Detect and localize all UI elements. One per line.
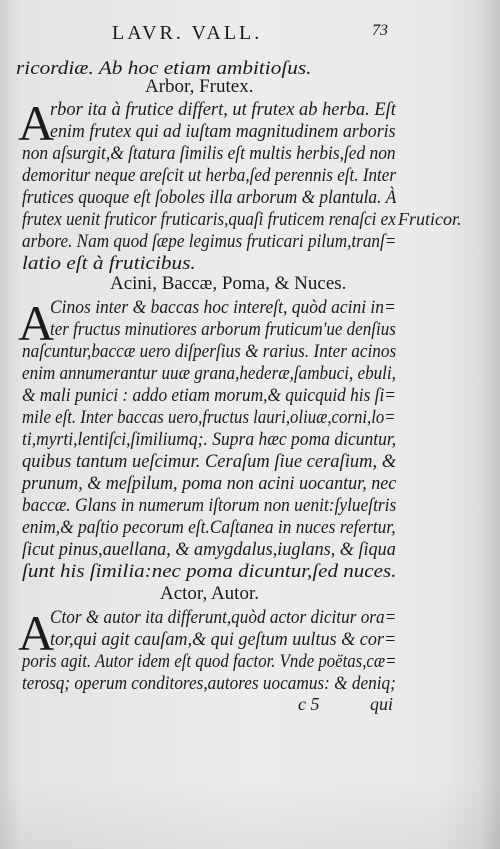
signature-mark: c 5	[298, 694, 320, 714]
text-line: Cinos inter & baccas hoc intereſt, quòd acini in=	[50, 298, 396, 318]
text-line: baccæ. Glans in numerum iſtorum non uenit:ſylueſtris	[22, 496, 397, 516]
text-line: ti,myrti,lentiſci,ſimiliumq;. Supra hæc poma dicuntur,	[22, 430, 397, 450]
text-line: terosq; operum conditores,autores uocamus: & deniq;	[22, 674, 396, 694]
intro-line: ricordiæ. Ab hoc etiam ambitioſus.	[16, 59, 312, 79]
text-line: demoritur neque areſcit ut herba,ſed perennis eſt. Inter	[22, 166, 397, 186]
section-heading: Actor, Autor.	[160, 583, 259, 604]
text-line: & mali punici : addo etiam morum,& quicquid his ſi=	[22, 386, 396, 406]
drop-cap: A	[18, 295, 55, 351]
text-line: ſunt his ſimilia:nec poma dicuntur,ſed nuces.	[22, 562, 397, 582]
text-line: poris agit. Autor idem eſt quod factor. Vnde poëtas,cæ=	[22, 652, 397, 672]
text-line: arbore. Nam quod ſæpe legimus fruticari pilum,tranſ=	[22, 232, 397, 252]
text-line: enim,& paſtio pecorum eſt.Caſtanea in nuces refertur,	[22, 518, 396, 538]
text-line: ter fructus minutiores arborum fruticum'ue denſius	[50, 320, 396, 340]
text-line: rbor ita à frutice differt, ut frutex ab herba. Eſt	[50, 100, 396, 120]
page-number: 73	[372, 22, 388, 39]
text-line: mile eſt. Inter baccas uero,fructus lauri,oliuæ,corni,lo=	[22, 408, 396, 428]
margin-note: Fruticor.	[398, 209, 462, 229]
text-line: prunum, & meſpilum, poma non acini uocantur, nec	[22, 474, 397, 494]
text-line: non aſsurgit,& ſtatura ſimilis eſt multis herbis,ſed non	[22, 144, 396, 164]
text-line: enim annumerantur uuæ grana,hederæ,ſambuci, ebuli,	[22, 364, 396, 384]
drop-cap: A	[18, 95, 55, 151]
text-line: naſcuntur,baccæ uero diſperſius & rarius. Inter acinos	[22, 342, 397, 362]
text-line: latio eſt à fruticibus.	[22, 254, 196, 274]
page-shadow	[0, 780, 500, 849]
running-title: LAVR. VALL.	[112, 22, 263, 44]
section-heading: Acini, Baccæ, Poma, & Nuces.	[110, 273, 347, 294]
catchword: qui	[370, 694, 394, 714]
text-line: ſicut pinus,auellana, & amygdalus,iuglans, & ſiqua	[22, 540, 396, 560]
section-heading: Arbor, Frutex.	[145, 76, 254, 97]
text-line: Ctor & autor ita differunt,quòd actor dicitur ora=	[50, 608, 397, 628]
text-line: quibus tantum ueſcimur. Ceraſum ſiue ceraſium, &	[22, 452, 397, 472]
text-line: enim frutex qui ad iuſtam magnitudinem arboris	[50, 122, 396, 142]
text-line: frutices quoque eſt ſoboles illa arborum & plantula. À	[22, 188, 397, 208]
text-line: frutex uenit fruticor fruticaris,quaſi fruticem renaſci ex	[22, 210, 396, 230]
drop-cap: A	[18, 605, 55, 661]
text-line: tor,qui agit cauſam,& qui geſtum uultus & cor=	[50, 630, 397, 650]
